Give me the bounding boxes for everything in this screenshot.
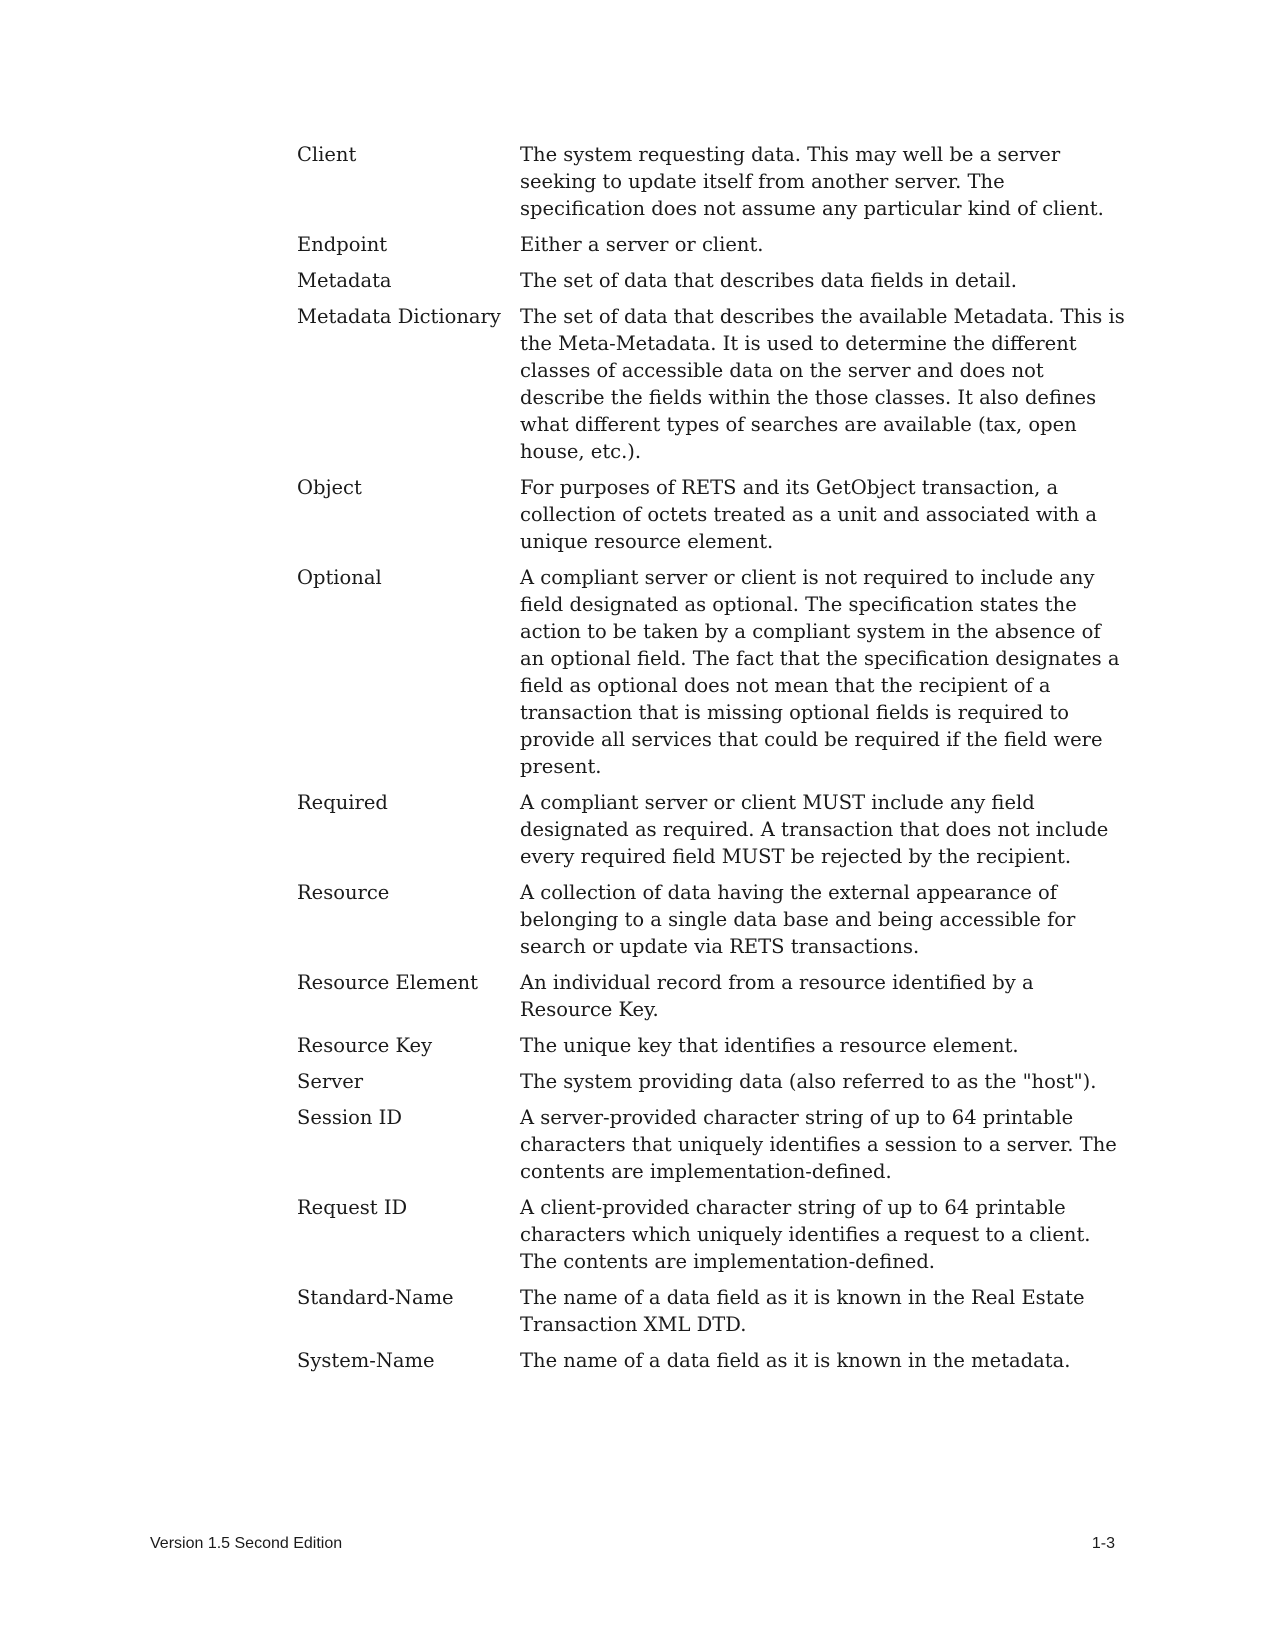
footer-page-number: 1-3 (1091, 1535, 1115, 1552)
glossary-entry (297, 474, 1127, 555)
glossary-entry (297, 1284, 1127, 1338)
glossary-definition: The name of a data field as it is known in the Real Estate Transaction XML DTD. (520, 1286, 1085, 1336)
glossary-entry (297, 1194, 1127, 1275)
glossary-definition: The name of a data field as it is known in the metadata. (520, 1349, 1071, 1372)
glossary-term: Resource Key (297, 1034, 433, 1057)
glossary-entry (297, 879, 1127, 960)
glossary-definition: A compliant server or client is not required to include any field designated as optional. The specification states the action to be taken by a compliant system in the absence of an optional field. The fact that the specification designates a field as optional does not mean that the recipient of a transaction that is missing optional fields is required to provide all services that could be required if the field were present. (520, 566, 1120, 778)
footer-edition: Version 1.5 Second Edition (150, 1535, 343, 1552)
glossary-term: Metadata (297, 269, 392, 292)
glossary-term: Optional (297, 566, 382, 589)
glossary-term: Object (297, 476, 362, 499)
glossary-entry (297, 267, 1127, 294)
glossary-term: Resource (297, 881, 390, 904)
glossary-term: System-Name (297, 1349, 435, 1372)
glossary-entry (297, 969, 1127, 1023)
glossary-entry (297, 141, 1127, 222)
glossary-term: Server (297, 1070, 364, 1093)
glossary-entry (297, 1068, 1127, 1095)
glossary-definition: A collection of data having the external appearance of belonging to a single data base and being accessible for search or update via RETS transactions. (520, 881, 1076, 958)
glossary-entry (297, 789, 1127, 870)
glossary-definition: A client-provided character string of up to 64 printable characters which uniquely identifies a request to a client. The contents are implementation-defined. (520, 1196, 1091, 1273)
glossary-entry (297, 564, 1127, 780)
glossary-definition: A compliant server or client MUST include any field designated as required. A transaction that does not include every required field MUST be rejected by the recipient. (520, 791, 1109, 868)
glossary-definition: The unique key that identifies a resource element. (520, 1034, 1019, 1057)
glossary-term: Endpoint (297, 233, 388, 256)
glossary-term: Standard-Name (297, 1286, 454, 1309)
glossary-term: Client (297, 143, 357, 166)
glossary-definition: The system requesting data. This may well be a server seeking to update itself from another server. The specification does not assume any particular kind of client. (520, 143, 1104, 220)
glossary-definition: The set of data that describes the available Metadata. This is the Meta-Metadata. It is used to determine the different classes of accessible data on the server and does not describe the fields within the those classes. It also defines what different types of searches are available (tax, open house, etc.). (520, 305, 1125, 463)
glossary-entry (297, 303, 1127, 465)
glossary-entry (297, 1104, 1127, 1185)
glossary-definition: Either a server or client. (520, 233, 764, 256)
glossary-definition: The set of data that describes data fields in detail. (520, 269, 1017, 292)
glossary-term: Resource Element (297, 971, 478, 994)
glossary-term: Request ID (297, 1196, 408, 1219)
glossary-definition: The system providing data (also referred to as the "host"). (520, 1070, 1097, 1093)
glossary-definition: For purposes of RETS and its GetObject transaction, a collection of octets treated as a unit and associated with a unique resource element. (520, 476, 1098, 553)
glossary-entry (297, 1347, 1127, 1374)
glossary-entry (297, 231, 1127, 258)
glossary-term: Required (297, 791, 388, 814)
glossary-entry (297, 1032, 1127, 1059)
glossary-term: Metadata Dictionary (297, 305, 501, 328)
glossary-definition: An individual record from a resource identified by a Resource Key. (520, 971, 1034, 1021)
glossary-list (297, 141, 1127, 1383)
glossary-definition: A server-provided character string of up to 64 printable characters that uniquely identifies a session to a server. The contents are implementation-defined. (520, 1106, 1117, 1183)
glossary-term: Session ID (297, 1106, 402, 1129)
